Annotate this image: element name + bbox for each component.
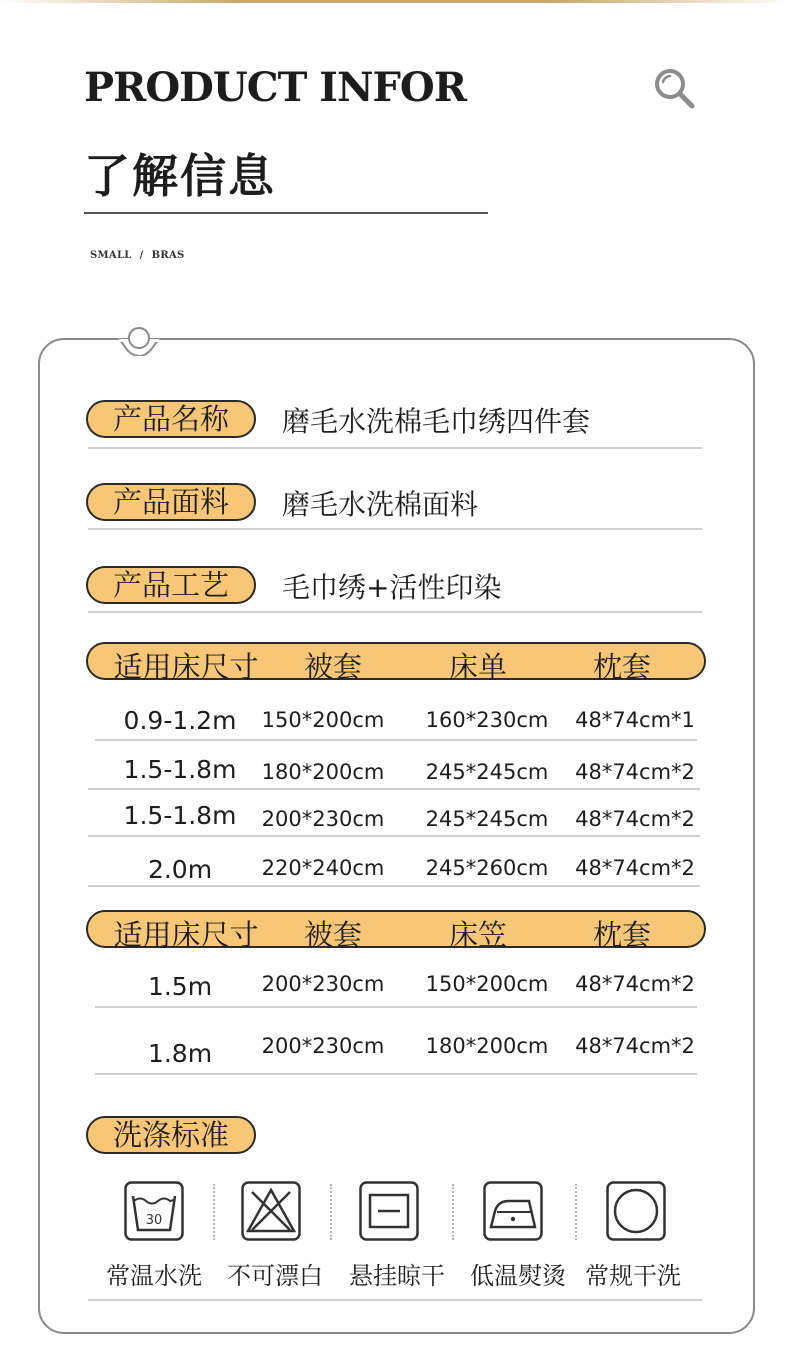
table-cell: 0.9-1.2m	[123, 706, 237, 735]
label-product-craft: 产品工艺	[86, 566, 256, 604]
hang-dry-icon	[359, 1181, 419, 1241]
divider	[88, 611, 702, 613]
table-cell: 48*74cm*2	[575, 972, 695, 996]
care-divider	[330, 1184, 332, 1240]
table-cell: 180*200cm	[261, 760, 385, 784]
table-cell: 1.8m	[147, 1039, 213, 1068]
table-cell: 245*245cm	[425, 760, 549, 784]
value-product-fabric: 磨毛水洗棉面料	[282, 488, 479, 521]
page-title-cn: 了解信息	[84, 149, 276, 203]
card-hanger-tab	[110, 326, 168, 356]
row-divider	[95, 1006, 697, 1008]
table2-header-pillowcase: 枕套	[592, 918, 652, 952]
care-label: 低温熨烫	[470, 1262, 566, 1290]
table-cell: 150*200cm	[425, 972, 549, 996]
divider	[88, 1299, 702, 1301]
wash-30-icon	[124, 1181, 184, 1241]
table-cell: 2.0m	[147, 855, 213, 884]
top-accent-rule	[0, 0, 790, 3]
page-title-en: PRODUCT INFOR	[84, 64, 467, 111]
search-icon[interactable]	[652, 66, 696, 110]
care-divider	[452, 1184, 454, 1240]
table-cell: 160*230cm	[425, 708, 549, 732]
breadcrumb-item: BRAS	[151, 250, 185, 261]
divider	[88, 528, 702, 530]
breadcrumb-item: SMALL	[90, 250, 132, 261]
care-label: 悬挂晾干	[349, 1262, 445, 1290]
table2-header-bed-size: 适用床尺寸	[113, 918, 259, 952]
table1-header-duvet: 被套	[303, 650, 363, 684]
table-cell: 48*74cm*2	[575, 807, 695, 831]
care-label: 不可漂白	[227, 1262, 323, 1290]
care-divider	[575, 1184, 577, 1240]
table-cell: 200*230cm	[261, 972, 385, 996]
table1-header-sheet: 床单	[448, 650, 508, 684]
table-cell: 150*200cm	[261, 708, 385, 732]
care-label: 常规干洗	[585, 1262, 681, 1290]
row-divider	[95, 1073, 697, 1075]
table1-header-pillowcase: 枕套	[592, 650, 652, 684]
label-product-fabric: 产品面料	[86, 483, 256, 521]
value-product-name: 磨毛水洗棉毛巾绣四件套	[282, 405, 591, 438]
table-cell: 48*74cm*2	[575, 856, 695, 880]
breadcrumb-separator: /	[139, 250, 144, 261]
table-cell: 200*230cm	[261, 1034, 385, 1058]
table-cell: 245*245cm	[425, 807, 549, 831]
row-divider	[88, 885, 700, 887]
care-label: 常温水洗	[106, 1262, 202, 1290]
breadcrumb	[90, 250, 193, 261]
table-cell: 1.5m	[147, 972, 213, 1001]
table-cell: 220*240cm	[261, 856, 385, 880]
table-cell: 245*260cm	[425, 856, 549, 880]
divider	[88, 447, 702, 449]
care-divider	[213, 1184, 215, 1240]
row-divider	[88, 788, 700, 790]
table-cell: 200*230cm	[261, 807, 385, 831]
table-cell: 48*74cm*2	[575, 1034, 695, 1058]
table-cell: 180*200cm	[425, 1034, 549, 1058]
title-underline	[84, 212, 488, 214]
table-cell: 48*74cm*1	[575, 708, 695, 732]
table2-header-fitted-sheet: 床笠	[448, 918, 508, 952]
value-product-craft: 毛巾绣+活性印染	[282, 571, 502, 604]
dry-clean-icon	[606, 1181, 666, 1241]
table2-header-duvet: 被套	[303, 918, 363, 952]
wash-temperature: 30	[145, 1213, 163, 1228]
no-bleach-icon	[241, 1181, 301, 1241]
table-cell: 48*74cm*2	[575, 760, 695, 784]
table1-header-bed-size: 适用床尺寸	[113, 650, 259, 684]
row-divider	[88, 835, 700, 837]
table-cell: 1.5-1.8m	[123, 755, 237, 784]
label-care-standard: 洗涤标准	[86, 1116, 256, 1154]
table-cell: 1.5-1.8m	[123, 801, 237, 830]
low-iron-icon	[483, 1181, 543, 1241]
row-divider	[95, 739, 697, 741]
label-product-name: 产品名称	[86, 400, 256, 438]
